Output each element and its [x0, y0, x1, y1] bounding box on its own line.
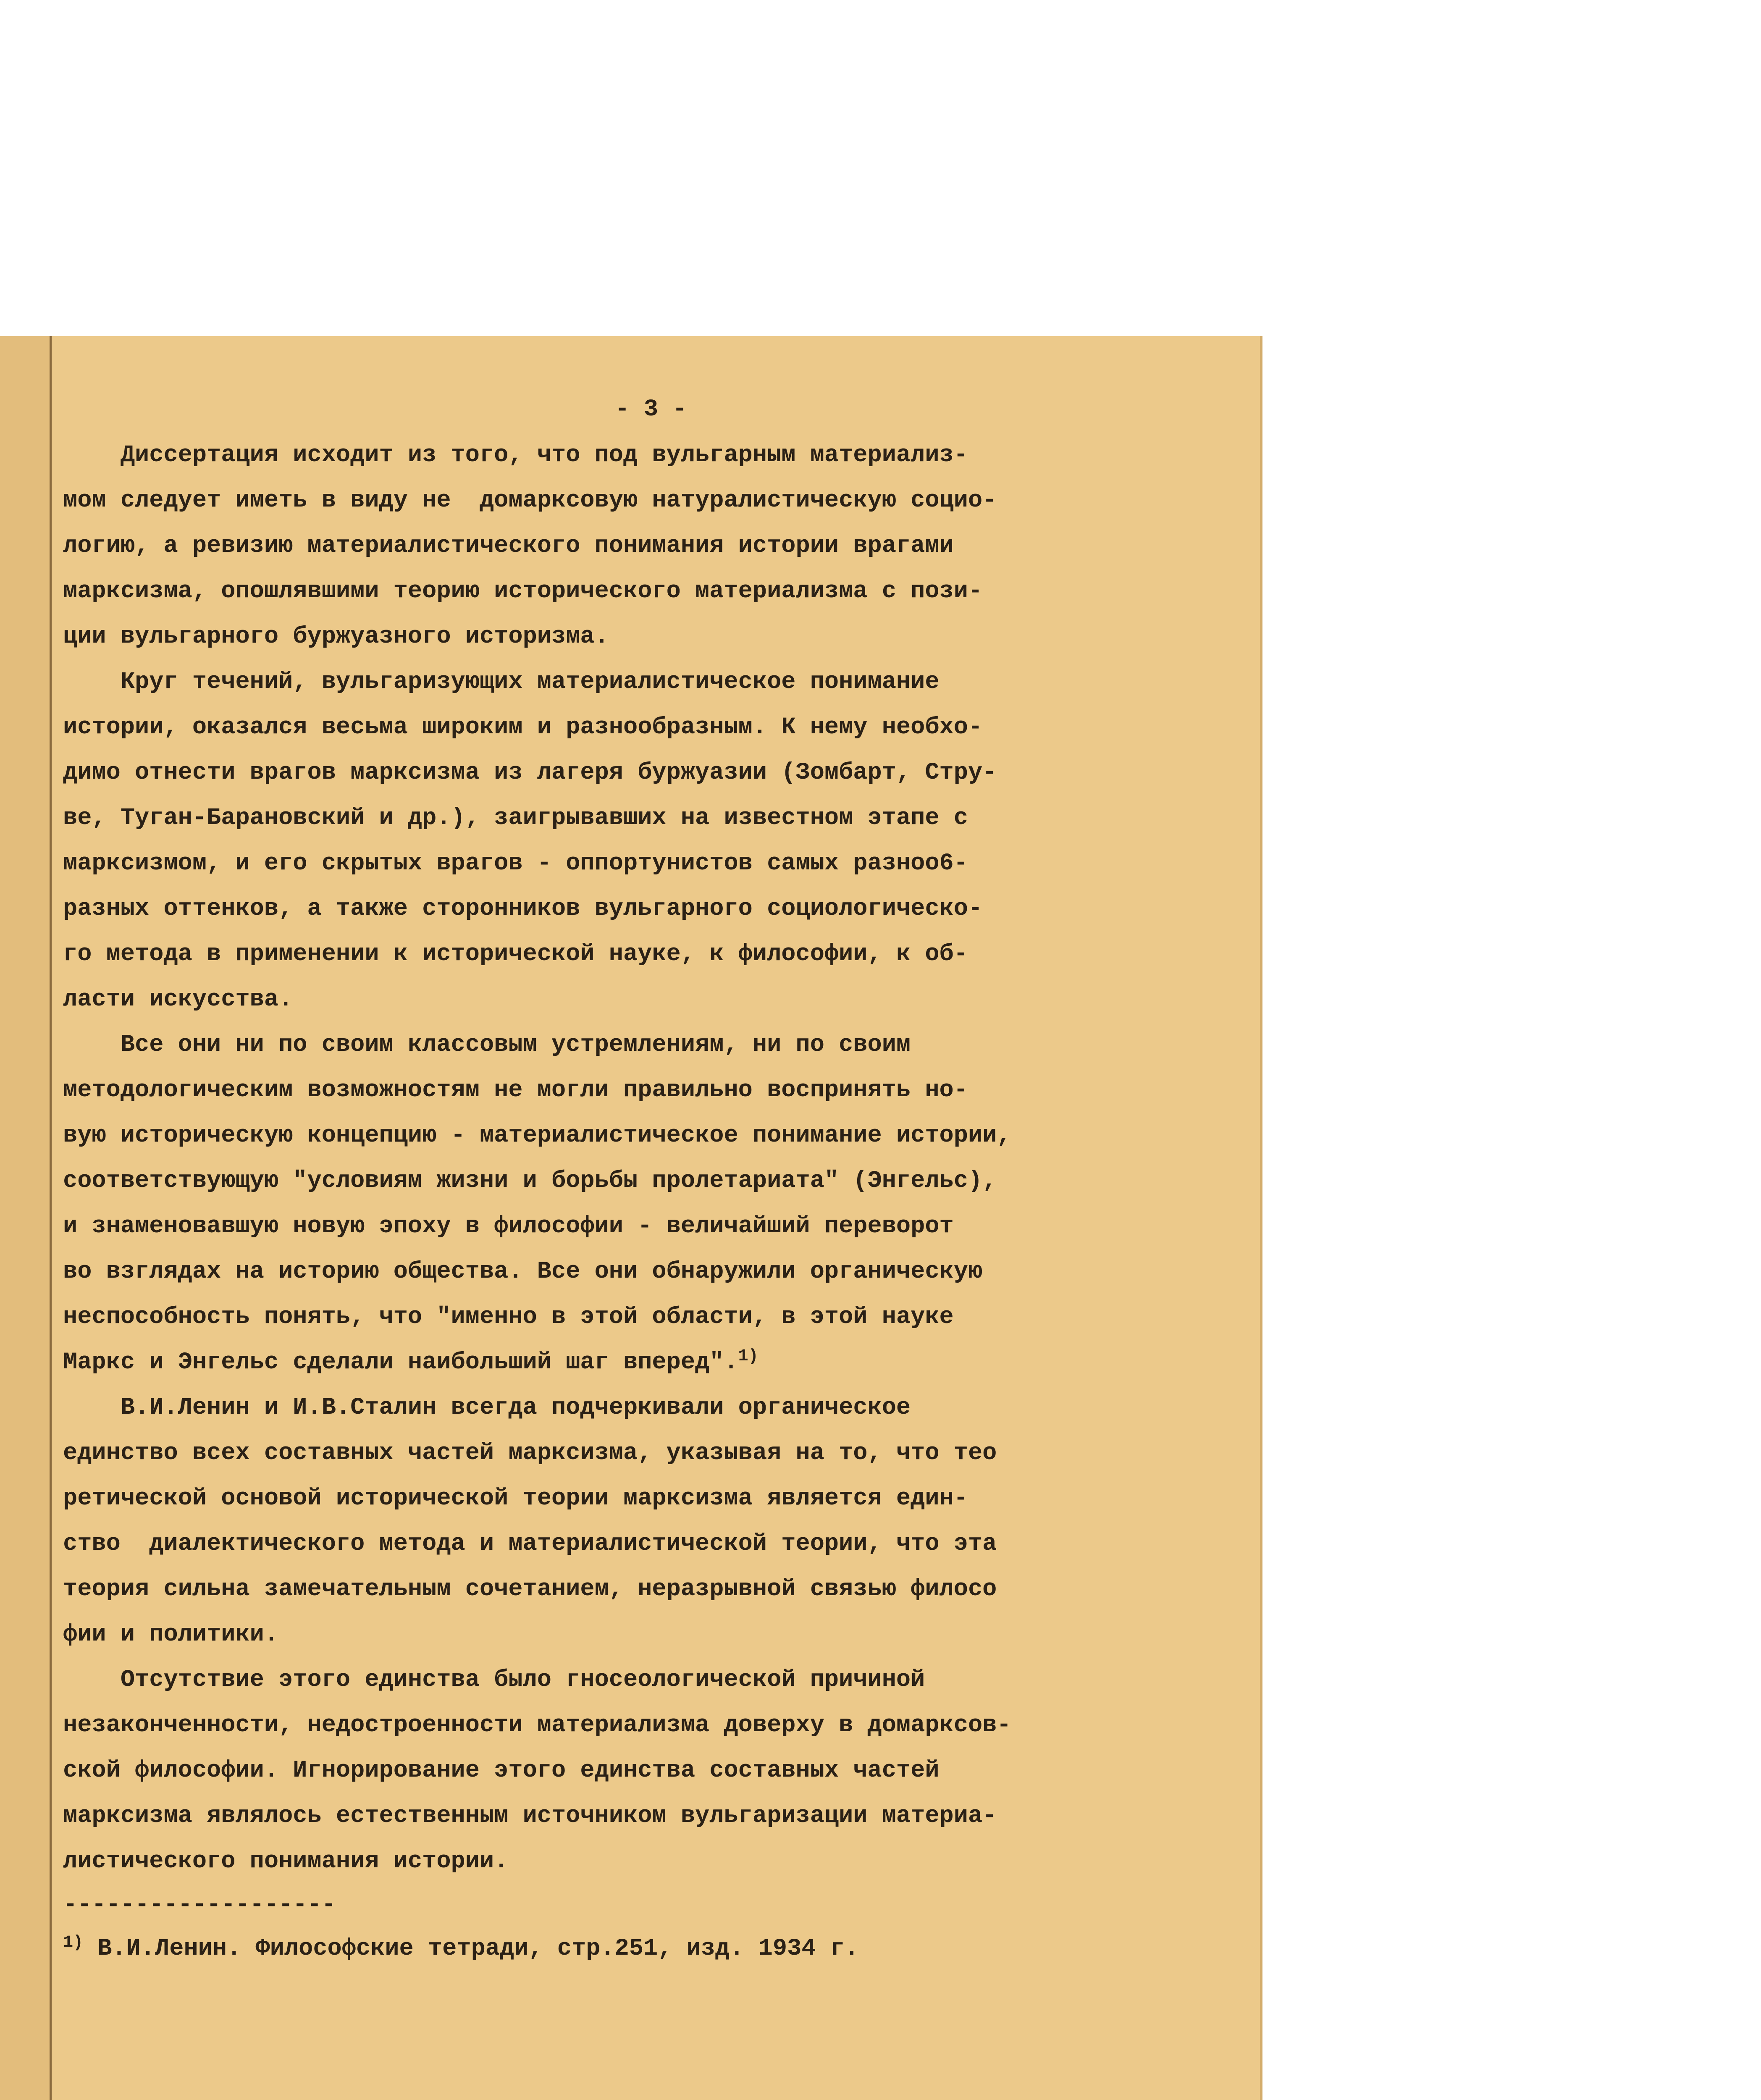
- footnote: [63, 1926, 1218, 1971]
- footnote-marker: 1): [63, 1933, 84, 1952]
- text-line: разных оттенков, а также сторонников вульгарного социологическо-: [63, 895, 983, 922]
- text-line: единство всех составных частей марксизма, указывая на то, что тео: [63, 1440, 997, 1467]
- text-line: ции вульгарного буржуазного историзма.: [63, 623, 609, 650]
- page-number: - 3 -: [615, 396, 687, 423]
- text-line: мом следует иметь в виду не домарксовую натуралистическую социо-: [63, 487, 997, 514]
- text-line: Диссертация исходит из того, что под вульгарным материализ-: [63, 442, 968, 469]
- page-fold-edge: [0, 336, 52, 2100]
- text-line: Все они ни по своим классовым устремлениям, ни по своим: [63, 1032, 911, 1058]
- text-line: истории, оказался весьма широким и разнообразным. К нему необхо-: [63, 714, 983, 741]
- text-line: Отсутствие этого единства было гносеологической причиной: [63, 1667, 925, 1693]
- text-line-content: Маркс и Энгельс сделали наибольший шаг вперед".: [63, 1349, 738, 1376]
- text-line: и знаменовавшую новую эпоху в философии - величайший переворот: [63, 1213, 954, 1240]
- text-line: В.И.Ленин и И.В.Сталин всегда подчеркивали органическое: [63, 1394, 911, 1421]
- footnote-text: В.И.Ленин. Философские тетради, стр.251, изд. 1934 г.: [83, 1935, 859, 1962]
- text-line: соответствующую "условиям жизни и борьбы пролетариата" (Энгельс),: [63, 1168, 997, 1194]
- text-line: теория сильна замечательным сочетанием, неразрывной связью филосо: [63, 1576, 997, 1603]
- text-line: ской философии. Игнорирование этого единства составных частей: [63, 1757, 940, 1784]
- text-line: фии и политики.: [63, 1621, 279, 1648]
- text-line: марксизмом, и его скрытых врагов - оппортунистов самых разноо6-: [63, 850, 968, 877]
- text-line: вую историческую концепцию - материалистическое понимание истории,: [63, 1122, 1011, 1149]
- text-line: Круг течений, вульгаризующих материалистическое понимание: [63, 669, 940, 696]
- text-line: неспособность понять, что "именно в этой области, в этой науке: [63, 1304, 954, 1331]
- text-line: ласти искусства.: [63, 986, 293, 1013]
- text-line: листического понимания истории.: [63, 1848, 509, 1875]
- text-line: марксизма, опошлявшими теорию исторического материализма с пози-: [63, 578, 983, 605]
- text-line: ретической основой исторической теории марксизма является един-: [63, 1485, 968, 1512]
- typewritten-page: [63, 386, 1218, 1971]
- text-line: незаконченности, недостроенности материализма доверху в домарксов-: [63, 1712, 1011, 1739]
- text-line: методологическим возможностям не могли правильно воспринять но-: [63, 1077, 968, 1104]
- text-line: марксизма являлось естественным источником вульгаризации материа-: [63, 1803, 997, 1830]
- text-line: логию, а ревизию материалистического понимания истории врагами: [63, 533, 954, 559]
- text-line: во взглядах на историю общества. Все они обнаружили органическую: [63, 1258, 983, 1285]
- text-line: ве, Туган-Барановский и др.), заигрывавших на известном этапе с: [63, 805, 968, 832]
- text-line: ство диалектического метода и материалистической теории, что эта: [63, 1530, 997, 1557]
- text-line: димо отнести врагов марксизма из лагеря буржуазии (Зомбарт, Стру-: [63, 759, 997, 786]
- text-line: го метода в применении к исторической науке, к философии, к об-: [63, 941, 968, 968]
- footnote-reference: 1): [738, 1347, 758, 1366]
- footnote-separator: -------------------: [63, 1892, 336, 1919]
- text-line-with-footnote-ref: [63, 1340, 1218, 1385]
